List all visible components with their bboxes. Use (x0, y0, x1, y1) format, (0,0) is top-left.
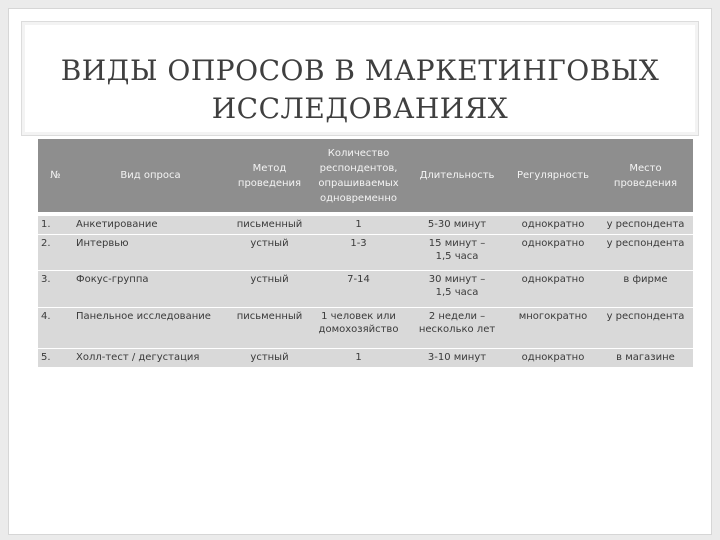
header-place: Место проведения (598, 139, 693, 214)
slide-title: ВИДЫ ОПРОСОВ В МАРКЕТИНГОВЫХ ИССЛЕДОВАНИЯХ (60, 54, 660, 125)
cell-place: в магазине (598, 349, 693, 368)
header-respondents: Количество респондентов, опрашиваемых одновременно (311, 139, 406, 214)
cell-survey-type: Панельное исследование (73, 308, 228, 349)
cell-method: устный (228, 349, 311, 368)
table-row (38, 308, 693, 349)
cell-regularity: однократно (508, 214, 598, 235)
cell-regularity: многократно (508, 308, 598, 349)
cell-place: у респондента (598, 308, 693, 349)
cell-number: 1. (38, 214, 73, 235)
cell-regularity: однократно (508, 271, 598, 308)
header-method: Метод проведения (228, 139, 311, 214)
slide (8, 8, 712, 535)
cell-number: 5. (38, 349, 73, 368)
cell-number: 3. (38, 271, 73, 308)
cell-method: письменный (228, 308, 311, 349)
cell-respondents: 1 (311, 349, 406, 368)
cell-duration: 30 минут – 1,5 часа (406, 271, 508, 308)
cell-duration: 2 недели – несколько лет (406, 308, 508, 349)
cell-regularity: однократно (508, 349, 598, 368)
cell-duration: 3-10 минут (406, 349, 508, 368)
header-duration: Длительность (406, 139, 508, 214)
cell-survey-type: Фокус-группа (73, 271, 228, 308)
table-header-row (38, 139, 693, 214)
cell-method: устный (228, 235, 311, 271)
header-number: № (38, 139, 73, 214)
survey-types-table (38, 139, 693, 367)
cell-method: письменный (228, 214, 311, 235)
cell-place: у респондента (598, 214, 693, 235)
cell-number: 4. (38, 308, 73, 349)
cell-place: у респондента (598, 235, 693, 271)
cell-survey-type: Интервью (73, 235, 228, 271)
header-regularity: Регулярность (508, 139, 598, 214)
header-survey-type: Вид опроса (73, 139, 228, 214)
cell-regularity: однократно (508, 235, 598, 271)
cell-survey-type: Анкетирование (73, 214, 228, 235)
cell-respondents: 7-14 (311, 271, 406, 308)
cell-respondents: 1 человек или домохозяйство (311, 308, 406, 349)
cell-place: в фирме (598, 271, 693, 308)
cell-survey-type: Холл-тест / дегустация (73, 349, 228, 368)
title-box (21, 21, 699, 136)
table-row (38, 214, 693, 235)
cell-number: 2. (38, 235, 73, 271)
table-row (38, 271, 693, 308)
cell-duration: 5-30 минут (406, 214, 508, 235)
table-row (38, 235, 693, 271)
cell-duration: 15 минут – 1,5 часа (406, 235, 508, 271)
table-row (38, 349, 693, 368)
cell-respondents: 1 (311, 214, 406, 235)
cell-respondents: 1-3 (311, 235, 406, 271)
cell-method: устный (228, 271, 311, 308)
